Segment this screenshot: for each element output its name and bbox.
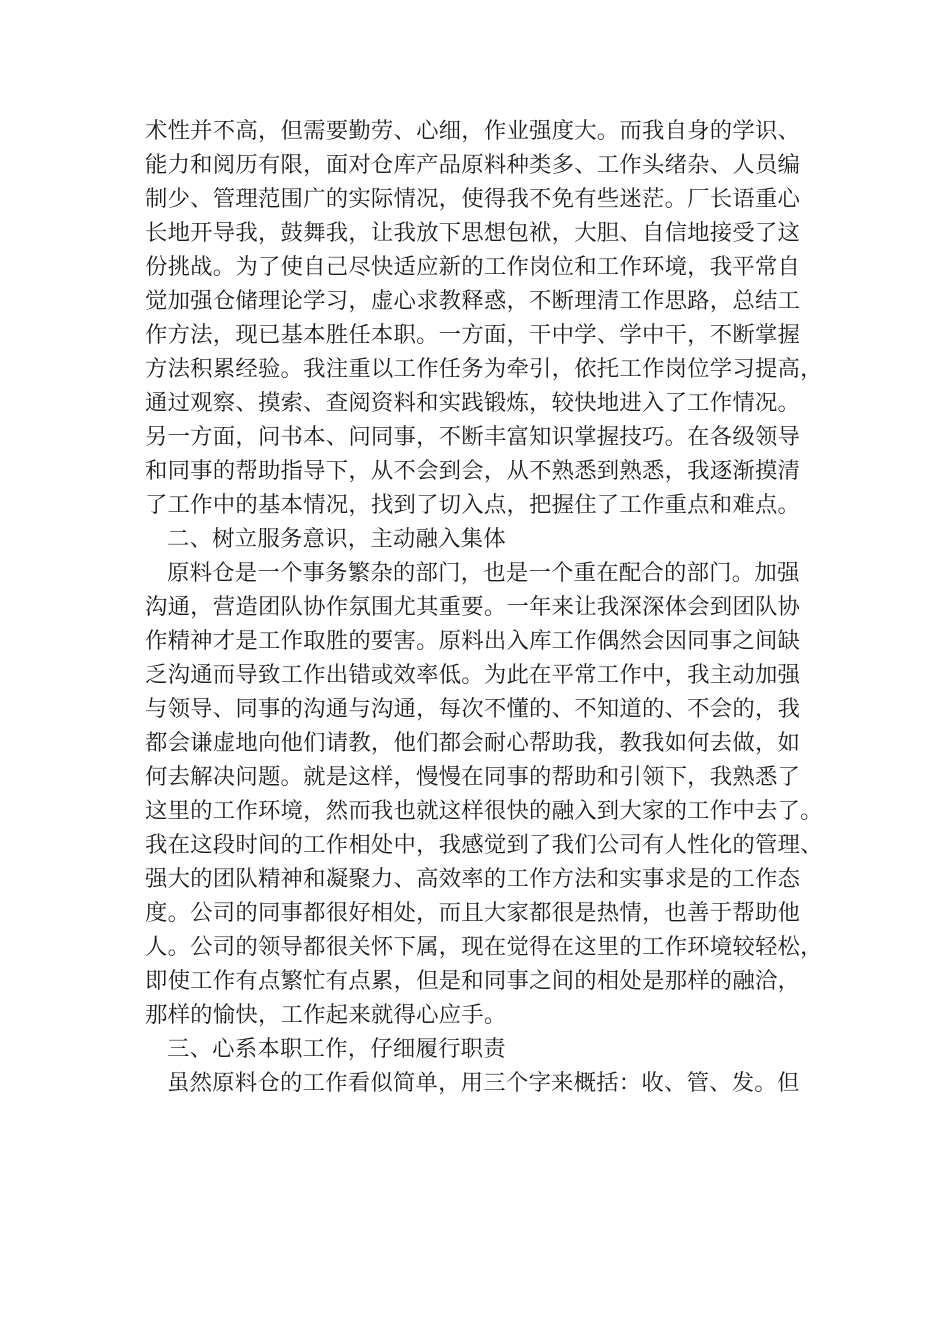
text-line: 强大的团队精神和凝聚力、高效率的工作方法和实事求是的工作态 [145,866,801,892]
text-line: 人。公司的领导都很关怀下属，现在觉得在这里的工作环境较轻松， [145,934,823,960]
text-line: 即使工作有点繁忙有点累，但是和同事之间的相处是那样的融洽， [145,968,801,994]
text-line: 术性并不高，但需要勤劳、心细，作业强度大。而我自身的学识、 [145,118,801,144]
text-line: 了工作中的基本情况，找到了切入点，把握住了工作重点和难点。 [145,492,801,518]
text-line: 与领导、同事的沟通与沟通，每次不懂的、不知道的、不会的，我 [145,696,801,722]
section-heading: 三、心系本职工作，仔细履行职责 [167,1036,506,1062]
text-line: 觉加强仓储理论学习，虚心求教释惑，不断理清工作思路，总结工 [145,288,801,314]
text-line: 都会谦虚地向他们请教，他们都会耐心帮助我，教我如何去做，如 [145,730,801,756]
text-line: 长地开导我，鼓舞我，让我放下思想包袱，大胆、自信地接受了这 [145,220,801,246]
text-line: 和同事的帮助指导下，从不会到会，从不熟悉到熟悉，我逐渐摸清 [145,458,801,484]
text-line: 作方法，现已基本胜任本职。一方面，干中学、学中干，不断掌握 [145,322,801,348]
text-line: 我在这段时间的工作相处中，我感觉到了我们公司有人性化的管理、 [145,832,823,858]
text-line: 另一方面，问书本、问同事，不断丰富知识掌握技巧。在各级领导 [145,424,801,450]
document-body [145,114,825,1100]
text-line: 沟通，营造团队协作氛围尤其重要。一年来让我深深体会到团队协 [145,594,801,620]
text-line: 方法积累经验。我注重以工作任务为牵引，依托工作岗位学习提高， [145,356,823,382]
text-line: 作精神才是工作取胜的要害。原料出入库工作偶然会因同事之间缺 [145,628,801,654]
text-line: 何去解决问题。就是这样，慢慢在同事的帮助和引领下，我熟悉了 [145,764,801,790]
text-line: 这里的工作环境，然而我也就这样很快的融入到大家的工作中去了。 [145,798,823,824]
text-line: 份挑战。为了使自己尽快适应新的工作岗位和工作环境，我平常自 [145,254,801,280]
text-line: 度。公司的同事都很好相处，而且大家都很是热情，也善于帮助他 [145,900,801,926]
text-line: 乏沟通而导致工作出错或效率低。为此在平常工作中，我主动加强 [145,662,801,688]
text-line: 能力和阅历有限，面对仓库产品原料种类多、工作头绪杂、人员编 [145,152,801,178]
text-line: 那样的愉快，工作起来就得心应手。 [145,1002,507,1028]
text-line: 通过观察、摸索、查阅资料和实践锻炼，较快地进入了工作情况。 [145,390,801,416]
text-line: 虽然原料仓的工作看似简单，用三个字来概括：收、管、发。但 [167,1070,800,1096]
section-heading: 二、树立服务意识，主动融入集体 [167,526,506,552]
text-line: 原料仓是一个事务繁杂的部门，也是一个重在配合的部门。加强 [167,560,800,586]
text-line: 制少、管理范围广的实际情况，使得我不免有些迷茫。厂长语重心 [145,186,801,212]
